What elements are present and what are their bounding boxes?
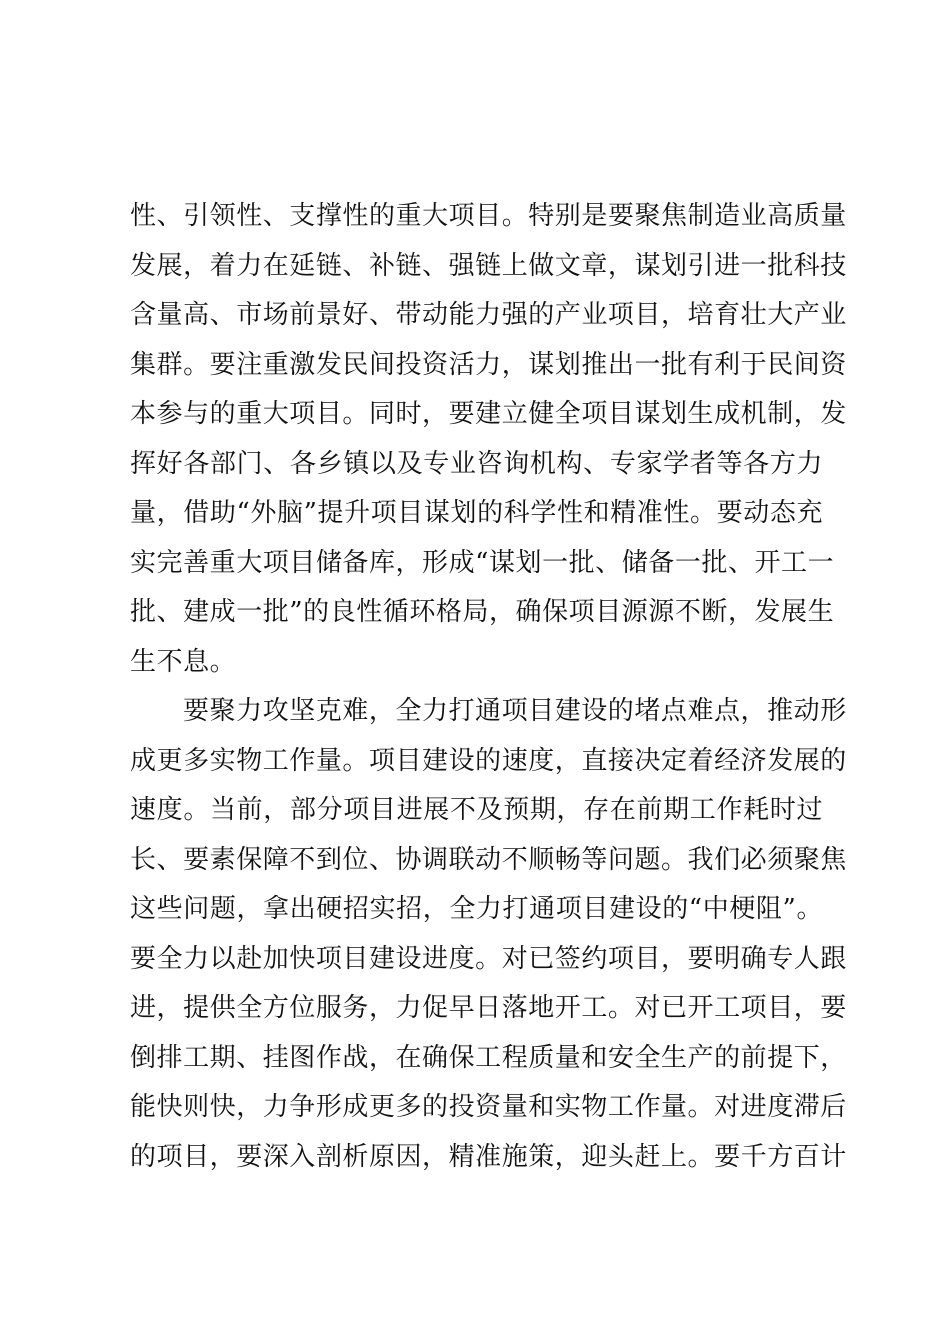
- text-line: 长、要素保障不到位、协调联动不顺畅等问题。我们必须聚焦: [130, 844, 847, 875]
- text-line: 能快则快，力争形成更多的投资量和实物工作量。对进度滞后: [130, 1092, 847, 1122]
- text-line: 这些问题，拿出硬招实招，全力打通项目建设的“中梗阻”。: [130, 894, 823, 924]
- document-page: [130, 192, 847, 1182]
- text-line: 实完善重大项目储备库，形成“谋划一批、储备一批、开工一: [130, 547, 835, 578]
- text-line: 性、引领性、支撑性的重大项目。特别是要聚焦制造业高质量: [130, 201, 847, 231]
- text-line: 本参与的重大项目。同时，要建立健全项目谋划生成机制，发: [130, 399, 847, 429]
- text-line: 速度。当前，部分项目进展不及预期，存在前期工作耗时过: [130, 795, 823, 825]
- text-line: 挥好各部门、各乡镇以及专业咨询机构、专家学者等各方力: [130, 448, 823, 479]
- text-line: 量，借助“外脑”提升项目谋划的科学性和精准性。要动态充: [130, 498, 823, 528]
- text-line: 进，提供全方位服务，力促早日落地开工。对已开工项目，要: [130, 993, 847, 1023]
- text-line: 成更多实物工作量。项目建设的速度，直接决定着经济发展的: [130, 745, 847, 776]
- text-line: 要全力以赴加快项目建设进度。对已签约项目，要明确专人跟: [130, 943, 847, 974]
- paragraph: [130, 192, 847, 687]
- text-line: 批、建成一批”的良性循环格局，确保项目源源不断，发展生: [130, 597, 835, 627]
- text-line: 的项目，要深入剖析原因，精准施策，迎头赶上。要千方百计: [130, 1141, 847, 1172]
- paragraph: [130, 687, 847, 1182]
- text-line: 集群。要注重激发民间投资活力，谋划推出一批有利于民间资: [130, 349, 847, 380]
- text-line: 发展，着力在延链、补链、强链上做文章，谋划引进一批科技: [130, 250, 847, 281]
- text-line: 要聚力攻坚克难，全力打通项目建设的堵点难点，推动形: [183, 696, 847, 726]
- text-line: 生不息。: [130, 646, 237, 677]
- text-line: 倒排工期、挂图作战，在确保工程质量和安全生产的前提下，: [130, 1042, 847, 1073]
- text-line: 含量高、市场前景好、带动能力强的产业项目，培育壮大产业: [130, 300, 847, 330]
